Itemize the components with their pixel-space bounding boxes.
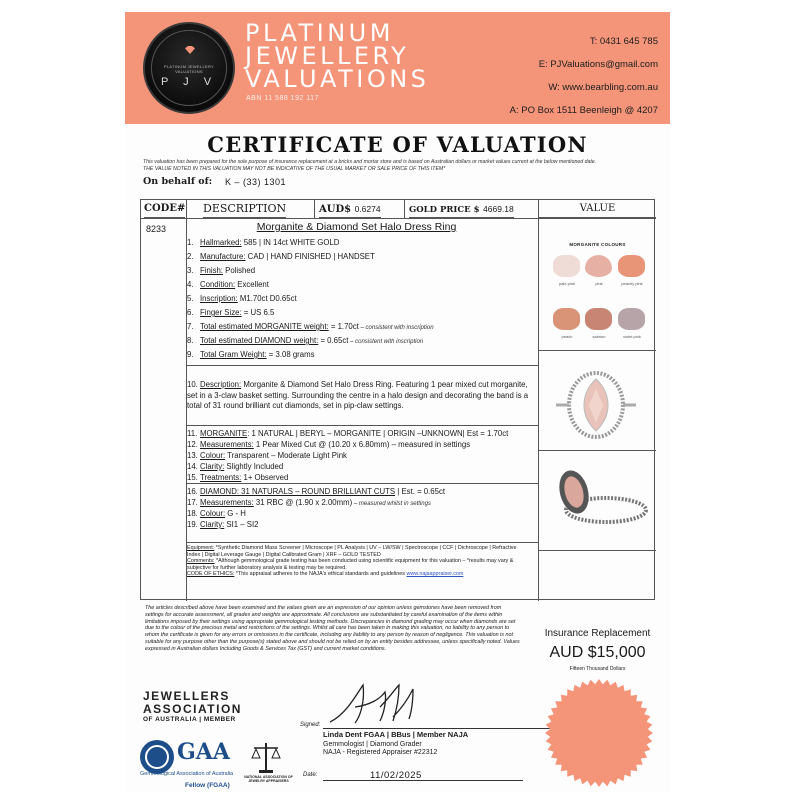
colour-swatch — [553, 308, 580, 330]
colour-swatch-label: violet pink — [623, 334, 641, 339]
colour-swatch-label: peachy pink — [621, 281, 643, 286]
header-value: VALUE — [539, 200, 656, 218]
gaa-emblem-icon — [140, 740, 174, 774]
equipment-block: Equipment: *Synthetic Diamond Mass Screener | Microscope | PL Analysis | UV – LW/SW | Spectroscope | CCF | Dichroscope | Refractive Index | Digital Leverage Gauge | Digital Calibrated Gram | XRF – GOLD TESTED Comments: *Although gemmological grade testing has been conducted using scientific equipment for this valuation – *results may vary & subjective for further laboratory analysis & testing may be required. CODE OF ETHICS: *This appraisal adheres to the NAJA's ethical standards and guidelines www.najaappraiser.com — [187, 545, 517, 578]
spec-line: 2. Manufacture: CAD | HAND FINISHED | HANDSET — [187, 252, 375, 261]
gaa-logo: GAA — [177, 739, 230, 765]
valuation-date: 11/02/2025 — [370, 770, 422, 781]
insurance-label: Insurance Replacement — [544, 628, 651, 639]
spec-line: 1. Hallmarked: 585 | IN 14ct WHITE GOLD — [187, 238, 340, 247]
colour-swatch — [618, 255, 645, 277]
spec-line: 18. Colour: G - H — [187, 509, 246, 518]
signer-role: Gemmologist | Diamond Grader — [323, 740, 422, 748]
contact-details — [510, 30, 658, 122]
spec-line: 11. MORGANITE: 1 NATURAL | BERYL – MORGANITE | ORIGIN –UNKNOWN| Est = 1.70ct — [187, 429, 509, 438]
item-code: 8233 — [146, 224, 167, 234]
spec-line: 16. DIAMOND: 31 NATURALS – ROUND BRILLIANT CUTS | Est. = 0.65ct — [187, 487, 446, 496]
colour-swatch — [553, 255, 580, 277]
naja-link[interactable]: www.najaappraiser.com — [406, 571, 464, 578]
ja-member: OF AUSTRALIA | MEMBER — [143, 716, 236, 723]
header-gold-price: GOLD PRICE $ 4669.18 — [409, 200, 514, 218]
logo-text: PLATINUM JEWELLERY VALUATIONS — [163, 64, 215, 74]
certificate-title: CERTIFICATE OF VALUATION — [207, 132, 588, 157]
gaa-name: Gemmological Association of Australia — [140, 771, 234, 777]
spec-line: 6. Finger Size: = US 6.5 — [187, 308, 275, 317]
spec-lines — [187, 236, 532, 362]
abn-number: ABN 11 588 192 117 — [246, 95, 319, 102]
header-code: CODE# — [144, 200, 185, 218]
spec-line: 13. Colour: Transparent – Moderate Light Pink — [187, 451, 347, 460]
spec-line: 5. Inscription: M1.70ct D0.65ct — [187, 294, 297, 303]
colour-swatch-label: salmon — [592, 334, 606, 339]
behalf-value: K – (33) 1301 — [225, 177, 287, 187]
behalf-label: On behalf of: — [143, 176, 213, 187]
insurance-value: AUD $15,000 — [549, 644, 646, 661]
logo-monogram: P J V — [160, 76, 218, 88]
email: E: PJValuations@gmail.com — [538, 59, 658, 70]
spec-line: 17. Measurements: 31 RBC @ (1.90 x 2.00mm) – measured whilst in settings — [187, 498, 431, 507]
phone: T: 0431 645 785 — [589, 36, 658, 47]
item-title: Morganite & Diamond Set Halo Dress Ring — [256, 221, 457, 233]
date-label: Date: — [303, 772, 318, 778]
website: W: www.bearbling.com.au — [548, 82, 658, 93]
certificate-page — [125, 12, 670, 792]
colour-swatch — [585, 308, 612, 330]
gaa-fellow: Fellow (FGAA) — [185, 782, 230, 789]
naja-scales-icon — [250, 740, 282, 774]
colours-title: MORGANITE COLOURS — [569, 242, 626, 247]
spec-line: 8. Total estimated DIAMOND weight: = 0.65ct – consistent with inscription — [187, 336, 424, 345]
spec-line: 4. Condition: Excellent — [187, 280, 269, 289]
colour-swatch — [618, 308, 645, 330]
brand-name: PLATINUM JEWELLERY VALUATIONS — [245, 19, 430, 93]
diamond-block — [187, 486, 531, 530]
aud-rate: 0.6274 — [354, 204, 381, 214]
colour-swatch-label: peach — [561, 334, 573, 339]
colour-swatch-label: pale pink — [558, 281, 575, 286]
header-description: DESCRIPTION — [203, 200, 286, 218]
intro-text: This valuation has been prepared for the sole purpose of insurance replacement at a bricks and mortar store and is based on Australian dollars or market values current at the below mentioned date. THE VALUE NOTED IN THIS VALUATION MAY NOT BE INDICATIVE OF THE USUAL MARKET OR SALE PRICE OF THIS ITEM* — [143, 159, 597, 172]
signer-block — [323, 731, 468, 758]
description-block: 10. Description: Morganite & Diamond Set Halo Dress Ring. Featuring 1 pear mixed cut morganite, set in a 3-claw basket setting. Surrounding the centre in a halo design and decorating the band is a total of 31 round brilliant cut diamonds, set in pip-claw settings. — [187, 380, 529, 411]
signer-name: Linda Dent FGAA | BBus | Member NAJA — [323, 730, 469, 739]
ring-top-view — [551, 365, 641, 445]
colour-swatch — [585, 255, 612, 277]
spec-line: 15. Treatments: 1+ Observed — [187, 473, 289, 482]
ja-logo: JEWELLERS ASSOCIATION — [143, 689, 242, 716]
signed-label: Signed: — [300, 722, 321, 728]
spec-line: 14. Clarity: Slightly Included — [187, 462, 284, 471]
spec-line: 7. Total estimated MORGANITE weight: = 1.70ct – consistent with inscription — [187, 322, 434, 331]
colour-swatch-label: pink — [595, 281, 603, 286]
disclaimer: The articles described above have been examined and the values given are an expression of our opinion unless gemstones have been removed from settings for accurate assessment, all grades and weights are approximate. All conclusions are substantiated by careful examination of the items within limitations imposed by their settings using appropriate gemmological testing methods. Discrepancies in diamond grading may occur when diamonds are set due to the colour of the precious metal and restrictions of the settings. Whilst all care has been taken in making this valuation, no liability to any person to whom the certificate is given for any errors or omissions in the certificate, including any liability to any person by reason of negligence. This valuation is not suitable for any purpose other than the purpose(s) stated above and should not be relied on by an entity besides addressee, unless specifically noted. Values expressed in Australian dollars Including Goods & Services Tax (GST) and current market conditions. — [145, 605, 520, 652]
letterhead — [125, 12, 670, 124]
spec-line: 3. Finish: Polished — [187, 266, 256, 275]
spec-line: 9. Total Gram Weight: = 3.08 grams — [187, 350, 315, 359]
signer-registration: NAJA - Registered Appraiser #22312 — [323, 749, 438, 756]
naja-name: NATIONAL ASSOCIATION OF JEWELRY APPRAISERS — [244, 775, 293, 783]
spec-line: 12. Measurements: 1 Pear Mixed Cut @ (10.20 x 6.80mm) – measured in settings — [187, 440, 471, 449]
gold-price: 4669.18 — [483, 204, 514, 214]
pjv-logo — [143, 22, 235, 114]
morganite-block — [187, 428, 531, 483]
company-seal — [543, 677, 655, 789]
signature — [325, 677, 435, 727]
ring-side-view — [544, 460, 654, 545]
header-aud: AUD$ 0.6274 — [319, 200, 381, 218]
insurance-words: Fifteen Thousand Dollars — [569, 666, 626, 672]
address: A: PO Box 1511 Beenleigh @ 4207 — [509, 105, 658, 116]
spec-line: 19. Clarity: SI1 – SI2 — [187, 520, 259, 529]
